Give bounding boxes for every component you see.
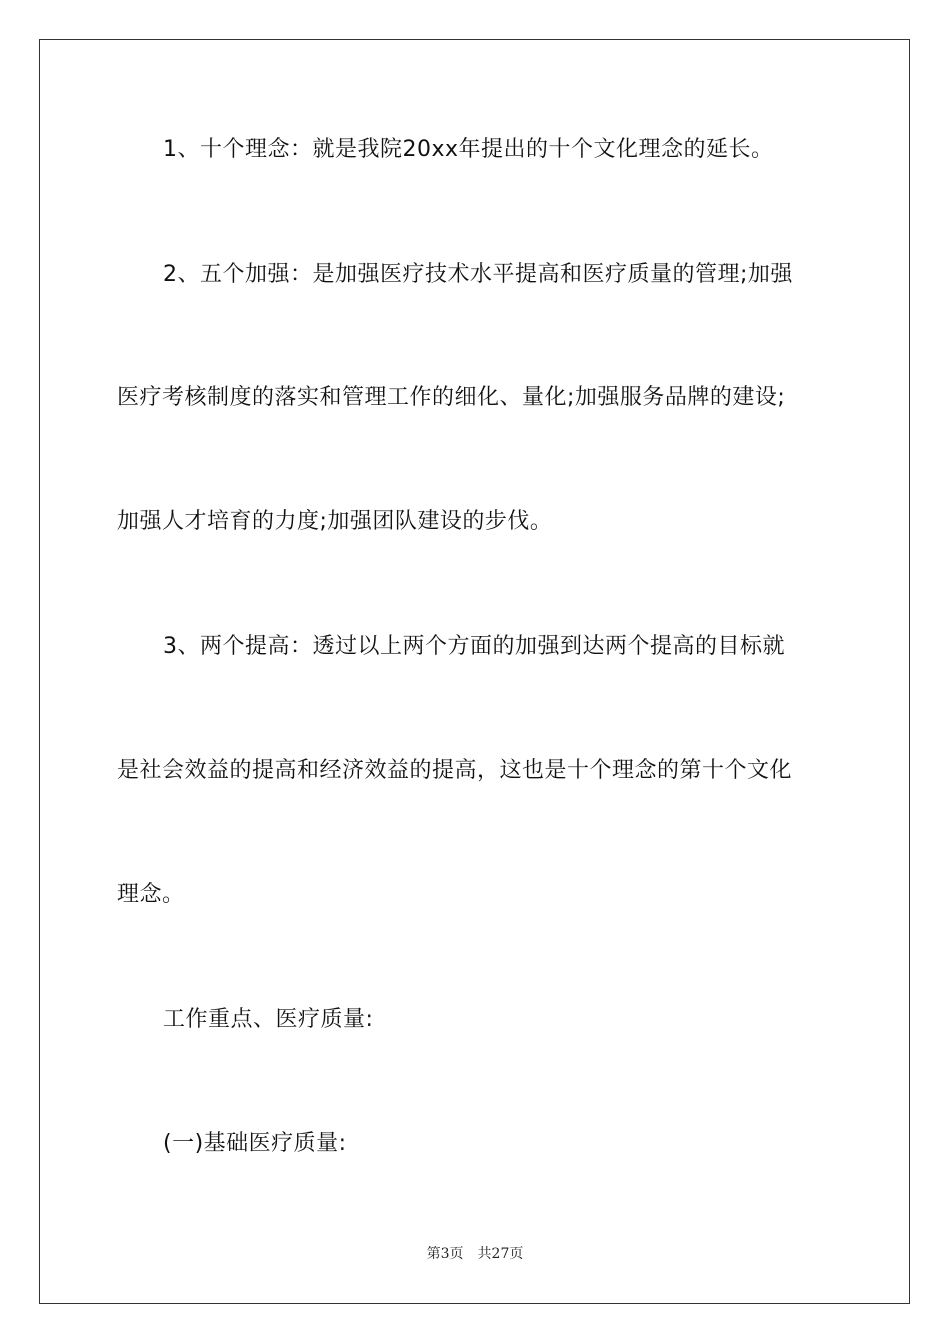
page-number: 第3页 xyxy=(426,1246,464,1262)
subsection-heading: (一)基础医疗质量: xyxy=(163,1131,347,1156)
paragraph-3-line-1: 3、两个提高：透过以上两个方面的加强到达两个提高的目标就 xyxy=(163,634,785,659)
paragraph-2-line-1: 2、五个加强：是加强医疗技术水平提高和医疗质量的管理;加强 xyxy=(163,262,793,287)
paragraph-2-line-3: 加强人才培育的力度;加强团队建设的步伐。 xyxy=(117,509,553,534)
page-border xyxy=(39,39,910,1304)
section-heading: 工作重点、医疗质量: xyxy=(163,1007,374,1032)
paragraph-1-line-1: 1、十个理念：就是我院20xx年提出的十个文化理念的延长。 xyxy=(163,137,774,162)
paragraph-3-line-3: 理念。 xyxy=(117,882,185,907)
page-total: 共27页 xyxy=(477,1246,524,1262)
page-footer xyxy=(0,1245,950,1263)
paragraph-3-line-2: 是社会效益的提高和经济效益的提高，这也是十个理念的第十个文化 xyxy=(117,758,793,783)
paragraph-2-line-2: 医疗考核制度的落实和管理工作的细化、量化;加强服务品牌的建设; xyxy=(117,385,786,410)
